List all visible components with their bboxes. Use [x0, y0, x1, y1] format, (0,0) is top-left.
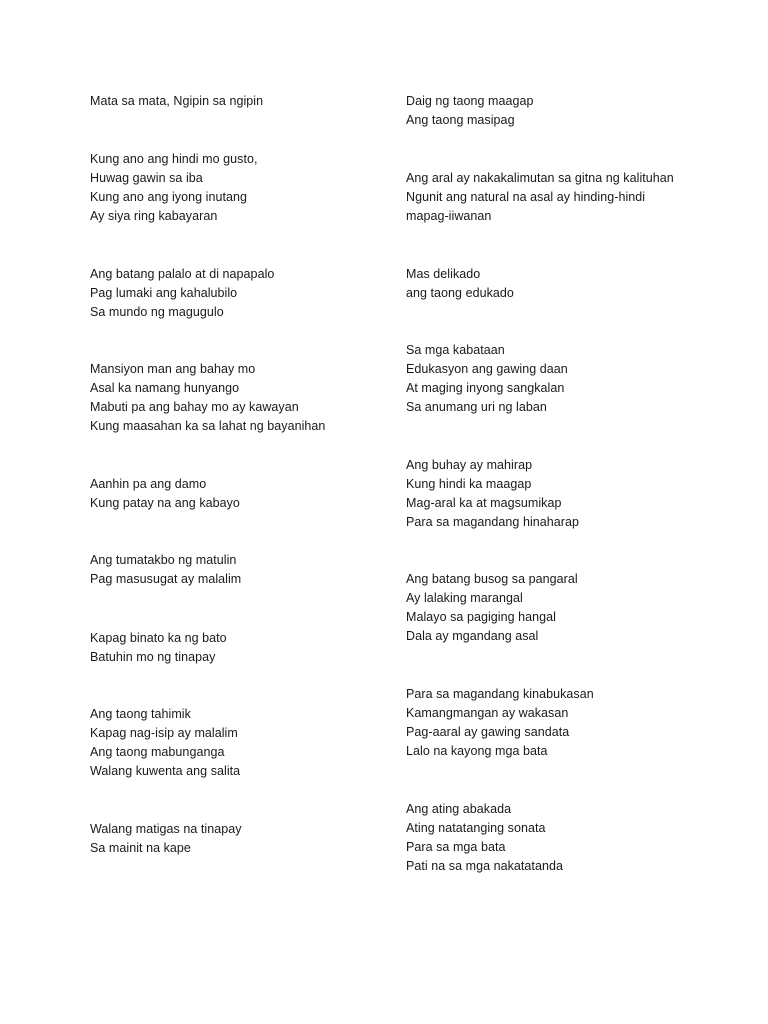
stanza-line: Dala ay mgandang asal [406, 629, 539, 643]
stanza [90, 820, 420, 858]
stanza-line: Malayo sa pagiging hangal [406, 610, 556, 624]
stanza-line: Kung patay na ang kabayo [90, 496, 240, 510]
stanza-line: At maging inyong sangkalan [406, 381, 565, 395]
stanza [90, 705, 420, 781]
stanza-line: mapag-iiwanan [406, 209, 492, 223]
stanza-line: Ang taong mabunganga [90, 745, 225, 759]
stanza-line: Ang buhay ay mahirap [406, 458, 533, 472]
stanza-line: Pati na sa mga nakatatanda [406, 859, 563, 873]
stanza [90, 551, 420, 589]
stanza-line: Ang tumatakbo ng matulin [90, 553, 237, 567]
stanza [90, 265, 420, 322]
stanza [90, 150, 420, 226]
stanza-line: Ay lalaking marangal [406, 591, 523, 605]
stanza-line: Sa anumang uri ng laban [406, 400, 547, 414]
stanza-line: Aanhin pa ang damo [90, 477, 207, 491]
stanza-line: Huwag gawin sa iba [90, 171, 203, 185]
stanza-line: Kung ano ang iyong inutang [90, 190, 247, 204]
stanza-line: Lalo na kayong mga bata [406, 744, 548, 758]
stanza [90, 475, 420, 513]
stanza-line: Ang batang busog sa pangaral [406, 572, 578, 586]
stanza-line: Ay siya ring kabayaran [90, 209, 218, 223]
stanza-line: Daig ng taong maagap [406, 94, 534, 108]
stanza [406, 341, 736, 417]
stanza-line: Walang kuwenta ang salita [90, 764, 241, 778]
stanza-line: Sa mundo ng magugulo [90, 305, 224, 319]
stanza-line: Walang matigas na tinapay [90, 822, 242, 836]
stanza-line: Ang aral ay nakakalimutan sa gitna ng kalituhan [406, 171, 674, 185]
stanza [90, 360, 420, 436]
stanza-line: Kapag binato ka ng bato [90, 631, 227, 645]
stanza-line: Ang taong tahimik [90, 707, 191, 721]
stanza [406, 456, 736, 532]
stanza [90, 629, 420, 667]
stanza-line: Pag masusugat ay malalim [90, 572, 242, 586]
stanza-line: Pag lumaki ang kahalubilo [90, 286, 238, 300]
stanza-line: Mansiyon man ang bahay mo [90, 362, 256, 376]
stanza-line: Kapag nag-isip ay malalim [90, 726, 238, 740]
stanza-line: Asal ka namang hunyango [90, 381, 240, 395]
stanza-line: Para sa magandang hinaharap [406, 515, 580, 529]
stanza-line: Batuhin mo ng tinapay [90, 650, 216, 664]
stanza-line: Ang batang palalo at di napapalo [90, 267, 275, 281]
stanza [406, 169, 736, 226]
stanza-line: Mas delikado [406, 267, 481, 281]
stanza [406, 265, 736, 303]
stanza-line: Mabuti pa ang bahay mo ay kawayan [90, 400, 299, 414]
stanza-line: Ating natatanging sonata [406, 821, 546, 835]
stanza-line: Kamangmangan ay wakasan [406, 706, 569, 720]
stanza-line: Mag-aral ka at magsumikap [406, 496, 562, 510]
stanza-line: Kung hindi ka maagap [406, 477, 532, 491]
stanza-line: Sa mga kabataan [406, 343, 505, 357]
stanza-line: Sa mainit na kape [90, 841, 191, 855]
stanza-line: Kung maasahan ka sa lahat ng bayanihan [90, 419, 326, 433]
stanza [90, 92, 420, 111]
stanza [406, 685, 736, 761]
stanza-line: ang taong edukado [406, 286, 514, 300]
stanza [406, 800, 736, 876]
stanza-line: Para sa magandang kinabukasan [406, 687, 594, 701]
stanza [406, 570, 736, 646]
stanza-line: Ngunit ang natural na asal ay hinding-hindi [406, 190, 646, 204]
stanza-line: Pag-aaral ay gawing sandata [406, 725, 570, 739]
stanza-line: Edukasyon ang gawing daan [406, 362, 568, 376]
stanza-line: Mata sa mata, Ngipin sa ngipin [90, 94, 264, 108]
stanza [406, 92, 736, 130]
stanza-line: Para sa mga bata [406, 840, 506, 854]
stanza-line: Ang taong masipag [406, 113, 515, 127]
stanza-line: Ang ating abakada [406, 802, 512, 816]
stanza-line: Kung ano ang hindi mo gusto, [90, 152, 258, 166]
